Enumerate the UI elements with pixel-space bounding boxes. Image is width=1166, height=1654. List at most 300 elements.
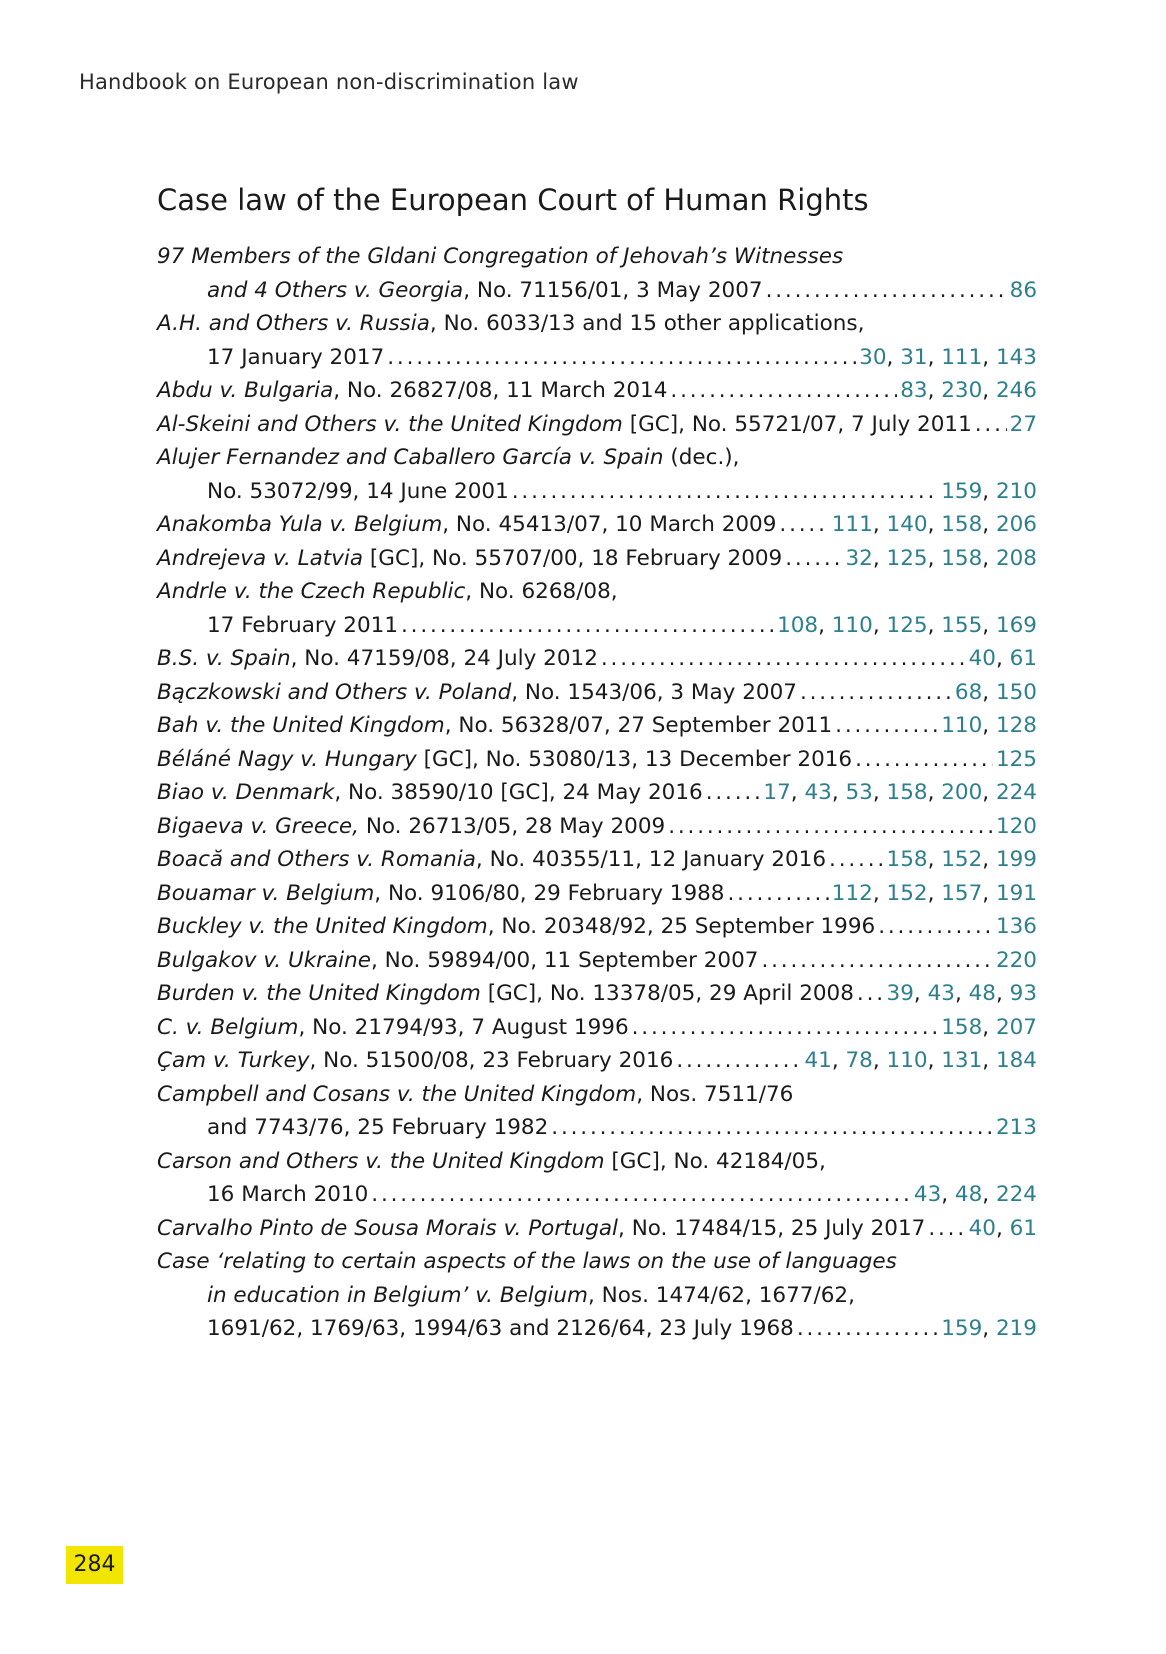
case-name: Carson and Others v. the United Kingdom — [157, 1148, 605, 1174]
dot-leader — [878, 910, 993, 944]
dot-leader — [512, 475, 938, 509]
case-details: , No. 9106/80, 29 February 1988 — [374, 880, 725, 906]
page-link[interactable]: 159 — [941, 478, 983, 504]
page-link[interactable]: 53 — [845, 780, 873, 805]
case-citation — [157, 743, 852, 777]
page-link[interactable]: 48 — [968, 981, 996, 1006]
case-citation — [207, 341, 384, 375]
case-details: , Nos. 7511/76 — [636, 1081, 794, 1107]
page-references — [859, 341, 1037, 375]
dot-leader — [855, 743, 993, 777]
page-link[interactable]: 78 — [845, 1048, 873, 1073]
case-entry — [157, 743, 1037, 777]
page-separator: , — [982, 378, 996, 403]
page-link[interactable]: 158 — [886, 780, 928, 805]
dot-leader — [676, 1044, 801, 1078]
case-name: Béláné Nagy v. Hungary — [157, 746, 417, 772]
case-details: 17 January 2017 — [207, 344, 385, 370]
case-entry — [157, 408, 1037, 442]
case-entry-line — [157, 877, 1037, 911]
case-entry — [157, 810, 1037, 844]
case-entry — [157, 1145, 1037, 1212]
case-entry-line — [157, 1078, 1037, 1112]
case-name: Boacă and Others v. Romania — [157, 847, 476, 872]
case-entry — [157, 877, 1037, 911]
page-separator: , — [886, 344, 901, 370]
page-link[interactable]: 40 — [968, 1215, 996, 1241]
case-name: Bouamar v. Belgium — [157, 880, 375, 906]
case-details: , No. 38590/10 [GC], 24 May 2016 — [334, 780, 703, 805]
case-entry-line — [157, 408, 1037, 442]
case-citation — [157, 374, 667, 408]
case-citation — [207, 1312, 794, 1346]
page-link[interactable]: 213 — [995, 1115, 1037, 1140]
case-citation — [157, 1011, 629, 1045]
dot-leader — [829, 843, 883, 877]
case-entry-line — [157, 1312, 1037, 1346]
page-separator: , — [982, 545, 996, 571]
case-entry — [157, 240, 1037, 307]
page-link[interactable]: 224 — [995, 780, 1037, 805]
dot-leader — [632, 1011, 939, 1045]
page-link[interactable]: 224 — [995, 1182, 1037, 1207]
page-link[interactable]: 32 — [845, 545, 873, 571]
case-entry-line — [157, 374, 1037, 408]
case-name: Çam v. Turkey — [157, 1048, 310, 1073]
case-name: Abdu v. Bulgaria — [157, 378, 334, 403]
case-details: , No. 71156/01, 3 May 2007 — [463, 277, 763, 303]
page-number: 284 — [66, 1546, 123, 1584]
case-details: , No. 59894/00, 11 September 2007 — [371, 947, 759, 973]
dot-leader — [706, 776, 761, 810]
case-citation — [157, 240, 843, 274]
page-link[interactable]: 30 — [859, 344, 887, 370]
page-link[interactable]: 125 — [995, 746, 1037, 772]
case-name: Burden v. the United Kingdom — [157, 981, 481, 1006]
case-entry-line — [157, 944, 1037, 978]
page-link[interactable]: 43 — [913, 1182, 942, 1207]
dot-leader — [779, 508, 828, 542]
page-link[interactable]: 128 — [995, 713, 1037, 738]
dot-leader — [727, 877, 828, 911]
case-entry-line — [157, 441, 1037, 475]
case-entry — [157, 1078, 1037, 1145]
case-entry — [157, 1245, 1037, 1346]
page-link[interactable]: 17 — [763, 780, 791, 805]
case-citation — [157, 1212, 925, 1246]
page-separator: , — [995, 1215, 1010, 1241]
page-separator: , — [831, 780, 846, 805]
case-citation — [157, 910, 875, 944]
case-entry — [157, 307, 1037, 374]
case-details: , No. 1543/06, 3 May 2007 — [511, 679, 797, 705]
page-link[interactable]: 131 — [941, 1048, 983, 1073]
dot-leader — [785, 542, 842, 576]
case-entry-line — [157, 977, 1037, 1011]
page-separator: , — [872, 612, 887, 638]
page-link[interactable]: 40 — [968, 646, 996, 671]
page-link[interactable]: 159 — [941, 1316, 983, 1341]
page-references — [941, 475, 1037, 509]
case-entry-line — [157, 642, 1037, 676]
page-separator: , — [818, 612, 832, 638]
page-link[interactable]: 83 — [900, 378, 928, 403]
case-entry-line — [157, 508, 1037, 542]
page-separator: , — [982, 512, 996, 537]
page-references — [763, 776, 1037, 810]
page-link[interactable]: 152 — [886, 880, 928, 906]
page-link[interactable]: 136 — [995, 914, 1037, 939]
case-details: , No. 26827/08, 11 March 2014 — [333, 378, 668, 403]
page-references — [777, 609, 1037, 643]
case-citation — [157, 877, 724, 911]
page-references — [900, 374, 1037, 408]
case-entry-line — [157, 910, 1037, 944]
dot-leader — [975, 408, 1007, 442]
case-entry — [157, 709, 1037, 743]
page-separator: , — [927, 880, 942, 906]
case-entry — [157, 843, 1037, 877]
case-citation — [207, 274, 763, 308]
page-references — [941, 1312, 1037, 1346]
page-link[interactable]: 120 — [995, 813, 1037, 839]
case-citation — [207, 1111, 548, 1145]
case-entry-line — [157, 1212, 1037, 1246]
page-link[interactable]: 43 — [804, 780, 832, 805]
case-name: Alujer Fernandez and Caballero García v. Spain — [157, 445, 664, 470]
page-link[interactable]: 143 — [995, 344, 1037, 370]
dot-leader — [766, 274, 1007, 308]
case-entry-line — [157, 1011, 1037, 1045]
case-entry-line — [157, 341, 1037, 375]
case-entry-line — [157, 542, 1037, 576]
page-link[interactable]: 68 — [954, 679, 983, 705]
page-link[interactable]: 125 — [886, 612, 928, 638]
page-link[interactable]: 31 — [900, 344, 928, 370]
case-name: B.S. v. Spain — [157, 646, 291, 671]
case-citation — [157, 1078, 793, 1112]
case-citation — [157, 642, 598, 676]
case-details: , No. 21794/93, 7 August 1996 — [298, 1014, 629, 1040]
dot-leader — [835, 709, 938, 743]
page-separator: , — [927, 378, 942, 403]
page-link[interactable]: 200 — [941, 780, 983, 805]
page-link[interactable]: 110 — [886, 1048, 928, 1073]
case-details: [GC], No. 53080/13, 13 December 2016 — [416, 746, 853, 772]
case-entry-line — [157, 575, 1037, 609]
page-references — [887, 843, 1037, 877]
case-details: No. 26713/05, 28 May 2009 — [358, 813, 666, 839]
case-citation — [157, 408, 972, 442]
page-link[interactable]: 210 — [995, 478, 1037, 504]
case-citation — [207, 475, 509, 509]
page-references — [969, 1212, 1037, 1246]
case-name: Andrejeva v. Latvia — [157, 545, 364, 571]
page-link[interactable]: 43 — [927, 981, 955, 1006]
page-separator: , — [927, 344, 942, 370]
page-separator: , — [995, 646, 1010, 671]
case-name: Campbell and Cosans v. the United Kingdom — [157, 1081, 637, 1107]
case-name: A.H. and Others v. Russia — [157, 311, 430, 336]
case-details: [GC], No. 55721/07, 7 July 2011 — [622, 411, 972, 437]
case-details: [GC], No. 42184/05, — [604, 1148, 826, 1174]
case-name: C. v. Belgium — [157, 1014, 299, 1040]
case-name: Buckley v. the United Kingdom — [157, 914, 488, 939]
page-separator: , — [790, 780, 805, 805]
page-references — [941, 709, 1037, 743]
page-separator: , — [982, 880, 996, 906]
case-entry-line — [157, 676, 1037, 710]
case-details: [GC], No. 55707/00, 18 February 2009 — [363, 545, 783, 571]
page-separator: , — [872, 1048, 887, 1073]
page-link[interactable]: 219 — [995, 1316, 1037, 1341]
page-link[interactable]: 230 — [941, 378, 983, 403]
dot-leader — [371, 1178, 911, 1212]
page-separator: , — [913, 981, 928, 1006]
case-entry — [157, 977, 1037, 1011]
page-references — [832, 877, 1037, 911]
case-entry-line — [157, 843, 1037, 877]
page-separator: , — [982, 344, 996, 370]
case-citation — [157, 542, 782, 576]
dot-leader — [387, 341, 856, 375]
case-name: and 4 Others v. Georgia — [207, 277, 464, 303]
case-name: Carvalho Pinto de Sousa Morais v. Portugal — [157, 1215, 619, 1241]
page-link[interactable]: 191 — [995, 880, 1037, 906]
case-entry-line — [157, 709, 1037, 743]
case-entry — [157, 508, 1037, 542]
page-separator: , — [872, 512, 887, 537]
case-citation — [157, 709, 832, 743]
case-entry — [157, 676, 1037, 710]
page-references — [1010, 408, 1037, 442]
case-details: , No. 45413/07, 10 March 2009 — [442, 512, 777, 537]
case-name: Anakomba Yula v. Belgium — [157, 512, 443, 537]
page-link[interactable]: 140 — [886, 512, 928, 537]
page-separator: , — [954, 981, 969, 1006]
page-link[interactable]: 157 — [941, 880, 983, 906]
case-details: , No. 6033/13 and 15 other applications, — [429, 311, 865, 336]
case-citation — [157, 676, 797, 710]
case-entry-line — [157, 240, 1037, 274]
case-name: Bah v. the United Kingdom — [157, 713, 445, 738]
dot-leader — [857, 977, 884, 1011]
page-link[interactable]: 93 — [1009, 981, 1037, 1006]
page-references — [941, 1011, 1037, 1045]
page-separator: , — [927, 780, 942, 805]
page-separator: , — [995, 981, 1010, 1006]
case-entry-line — [157, 1279, 1037, 1313]
case-entry-line — [157, 1145, 1037, 1179]
page-references — [955, 676, 1037, 710]
case-details: 1691/62, 1769/63, 1994/63 and 2126/64, 23 July 1968 — [207, 1316, 794, 1341]
page-references — [887, 977, 1037, 1011]
case-entry — [157, 944, 1037, 978]
page-link[interactable]: 207 — [995, 1014, 1037, 1040]
page-separator: , — [982, 679, 996, 705]
case-name: Andrle v. the Czech Republic — [157, 579, 466, 604]
page-link[interactable]: 158 — [886, 847, 928, 872]
page-link[interactable]: 158 — [941, 545, 983, 571]
case-entry — [157, 776, 1037, 810]
case-name: in education in Belgium’ v. Belgium — [207, 1282, 588, 1308]
case-entry — [157, 1011, 1037, 1045]
page-link[interactable]: 208 — [995, 545, 1037, 571]
dot-leader — [668, 810, 993, 844]
page-link[interactable]: 112 — [831, 880, 873, 906]
case-entry-line — [157, 274, 1037, 308]
case-details: , No. 6268/08, — [465, 579, 618, 604]
page-link[interactable]: 169 — [995, 612, 1037, 638]
case-entry-line — [157, 1178, 1037, 1212]
case-details: No. 53072/99, 14 June 2001 — [207, 478, 509, 504]
page-link[interactable]: 27 — [1009, 411, 1037, 437]
page-references — [1010, 274, 1037, 308]
page-link[interactable]: 155 — [941, 612, 983, 638]
page-separator: , — [982, 780, 996, 805]
case-name: Al-Skeini and Others v. the United Kingdom — [157, 411, 623, 437]
case-citation — [157, 776, 703, 810]
case-details: , No. 51500/08, 23 February 2016 — [309, 1048, 674, 1073]
page-separator: , — [982, 847, 996, 872]
page-separator: , — [927, 1048, 942, 1073]
case-citation — [207, 1178, 368, 1212]
dot-leader — [670, 374, 897, 408]
dot-leader — [761, 944, 992, 978]
dot-leader — [601, 642, 966, 676]
case-details: [GC], No. 13378/05, 29 April 2008 — [480, 981, 854, 1006]
page-separator: , — [982, 1014, 996, 1040]
page-link[interactable]: 108 — [777, 612, 819, 638]
case-entry-line — [157, 609, 1037, 643]
case-entry-line — [157, 1044, 1037, 1078]
dot-leader — [797, 1312, 938, 1346]
case-details: , No. 20348/92, 25 September 1996 — [487, 914, 876, 939]
page-separator: , — [982, 612, 996, 638]
page-link[interactable]: 110 — [941, 713, 983, 738]
page-link[interactable]: 61 — [1009, 646, 1037, 671]
case-entry — [157, 910, 1037, 944]
page-link[interactable]: 86 — [1009, 277, 1037, 303]
page-separator: , — [927, 612, 942, 638]
case-entry-line — [157, 810, 1037, 844]
case-details: and 7743/76, 25 February 1982 — [207, 1115, 549, 1140]
page-link[interactable]: 206 — [995, 512, 1037, 537]
case-citation — [157, 307, 864, 341]
dot-leader — [401, 609, 774, 643]
page-references — [969, 642, 1037, 676]
case-details: , Nos. 1474/62, 1677/62, — [587, 1282, 855, 1308]
page-separator: , — [982, 1182, 996, 1207]
page-separator: , — [872, 780, 887, 805]
page-link[interactable]: 48 — [954, 1182, 983, 1207]
page-link[interactable]: 41 — [804, 1048, 832, 1073]
case-details: 17 February 2011 — [207, 612, 399, 638]
case-details: 16 March 2010 — [207, 1182, 369, 1207]
case-citation — [207, 609, 398, 643]
case-entry — [157, 374, 1037, 408]
page-references — [996, 810, 1037, 844]
case-entry-line — [157, 743, 1037, 777]
page-separator: , — [982, 1048, 996, 1073]
case-name: Bigaeva v. Greece, — [157, 813, 359, 839]
case-citation — [157, 441, 740, 475]
page-separator: , — [872, 545, 887, 571]
page-link[interactable]: 39 — [886, 981, 914, 1006]
page-separator: , — [941, 1182, 955, 1207]
case-name: Bączkowski and Others v. Poland — [157, 679, 512, 705]
page-link[interactable]: 246 — [995, 378, 1037, 403]
page-references — [996, 910, 1037, 944]
case-entry — [157, 542, 1037, 576]
page-link[interactable]: 158 — [941, 1014, 983, 1040]
page-link[interactable]: 111 — [831, 512, 873, 537]
case-citation — [157, 1245, 897, 1279]
page-link[interactable]: 61 — [1009, 1215, 1037, 1241]
case-details: , No. 56328/07, 27 September 2011 — [444, 713, 833, 738]
page-separator: , — [982, 713, 996, 738]
page-link[interactable]: 184 — [995, 1048, 1037, 1073]
case-details: , No. 47159/08, 24 July 2012 — [290, 646, 598, 671]
case-citation — [157, 810, 665, 844]
case-citation — [157, 575, 618, 609]
page-references — [996, 944, 1037, 978]
case-details: , No. 17484/15, 25 July 2017 — [618, 1215, 926, 1241]
dot-leader — [800, 676, 952, 710]
dot-leader — [551, 1111, 993, 1145]
page-separator: , — [927, 512, 942, 537]
page-references — [845, 542, 1037, 576]
case-entry — [157, 1044, 1037, 1078]
page-link[interactable]: 199 — [995, 847, 1037, 872]
page-link[interactable]: 220 — [995, 947, 1037, 973]
running-head: Handbook on European non-discrimination law — [79, 70, 579, 94]
case-citation — [157, 944, 758, 978]
page-link[interactable]: 110 — [831, 612, 873, 638]
page-separator: , — [831, 1048, 846, 1073]
case-citation — [157, 508, 776, 542]
case-name: Case ‘relating to certain aspects of the laws on the use of languages — [157, 1249, 897, 1274]
case-entry — [157, 1212, 1037, 1246]
page-link[interactable]: 111 — [941, 344, 983, 370]
case-details: , No. 40355/11, 12 January 2016 — [475, 847, 827, 872]
case-entry-line — [157, 475, 1037, 509]
case-citation — [157, 843, 826, 877]
case-citation — [157, 1145, 826, 1179]
section-title: Case law of the European Court of Human Rights — [157, 183, 869, 217]
case-entry — [157, 441, 1037, 508]
page-separator: , — [927, 545, 942, 571]
page-references — [914, 1178, 1037, 1212]
page-references — [804, 1044, 1037, 1078]
page-link[interactable]: 152 — [941, 847, 983, 872]
page-link[interactable]: 125 — [886, 545, 928, 571]
case-entry — [157, 642, 1037, 676]
case-entry-line — [157, 776, 1037, 810]
page-link[interactable]: 150 — [995, 679, 1037, 705]
case-details: (dec.), — [663, 445, 740, 470]
page-link[interactable]: 158 — [941, 512, 983, 537]
case-name: Bulgakov v. Ukraine — [157, 947, 372, 973]
case-law-list — [157, 240, 1037, 1346]
page-references — [996, 1111, 1037, 1145]
page-references — [996, 743, 1037, 777]
case-name: Biao v. Denmark — [157, 780, 335, 805]
case-citation — [207, 1279, 855, 1313]
case-citation — [157, 1044, 673, 1078]
case-name: 97 Members of the Gldani Congregation of Jehovah’s Witnesses — [157, 244, 844, 269]
page-separator: , — [982, 478, 996, 504]
